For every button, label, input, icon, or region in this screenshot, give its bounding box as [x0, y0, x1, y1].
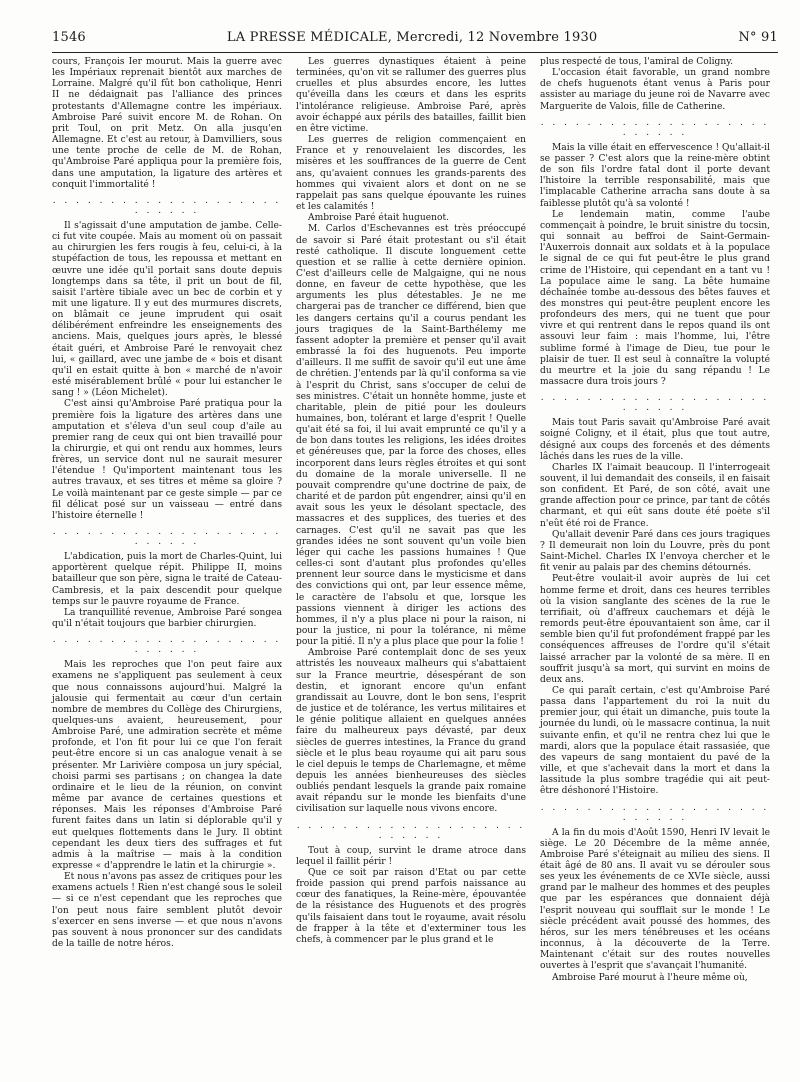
- article-paragraph: Tout à coup, survint le drame atroce dans lequel il faillit périr !: [296, 845, 526, 867]
- article-paragraph: Ce qui paraît certain, c'est qu'Ambroise Paré passa dans l'appartement du roi la nuit du premier jour, qui était un dimanche, puis toute la journée du lundi, où le massacre continua, la nuit suivante enfin, et qu'il ne rentra chez lui que le mardi, alors que la populace était rassasiée, que des vapeurs de sang montaient du pavé de la ville, et que s'achevait dans la mort et dans la lassitude la plus sombre tragédie qui ait peut-être déshonoré l'Histoire.: [540, 685, 770, 797]
- page-header: [52, 30, 778, 52]
- section-separator: . . . . . . . . . . . . . . . . . . . . . . . . . .: [52, 527, 282, 548]
- article-paragraph: Les guerres dynastiques étaient à peine terminées, qu'on vit se rallumer des guerres plus cruelles et plus absurdes encore, les luttes qu'éveilla dans les cœurs et dans les esprits l'intolérance religieuse. Ambroise Paré, après avoir échappé aux périls des batailles, faillit bien en être victime.: [296, 57, 526, 134]
- article-paragraph: plus respecté de tous, l'amiral de Coligny.: [540, 57, 734, 67]
- article-paragraph: Les guerres de religion commençaient en France et y renouvelaient les discordes, les misères et les souffrances de la guerre de Cent ans, qu'avaient connues les grands-parents des hommes qui vivaient alors et dont on ne se rappelait pas sans quelque épouvante les ruines et les calamités !: [296, 135, 526, 213]
- journal-title-line: LA PRESSE MÉDICALE, Mercredi, 12 Novembre 1930: [226, 30, 598, 45]
- article-paragraph: C'est ainsi qu'Ambroise Paré pratiqua pour la première fois la ligature des artères dans une amputation et s'éleva d'un seul coup d'aile au premier rang de ceux qui ont bien travaillé pour la chirurgie, et qui ont rendu aux hommes, leurs frères, un service dont nul ne saurait mesurer l'étendue ! Qu'importent maintenant tous les autres travaux, et ses titres et même sa gloire ? Le voilà maintenant par ce geste simple — par ce fil délicat posé sur un vaisseau — entré dans l'histoire éternelle !: [52, 399, 282, 521]
- article-paragraph: Mais tout Paris savait qu'Ambroise Paré avait soigné Coligny, et il était, plus que tout autre, désigné aux coups des forcenés et des déments lâchés dans les rues de la ville.: [540, 418, 770, 462]
- article-paragraph: Mais la ville était en effervescence ! Qu'allait-il se passer ? C'est alors que la reine-mère obtint de son fils l'ordre fatal dont il porte devant l'histoire la terrible responsabilité, mais que l'implacable Catherine arracha sans doute à sa faiblesse plutôt qu'à sa volonté !: [540, 142, 770, 209]
- issue-number: N° 91: [738, 30, 778, 45]
- article-paragraph: L'abdication, puis la mort de Charles-Quint, lui apportèrent quelque répit. Philippe II, moins batailleur que son père, signa le traité de Cateau-Cambresis, et la paix descendit pour quelque temps sur le pauvre royaume de France.: [52, 552, 282, 607]
- article-paragraph: Et nous n'avons pas assez de critiques pour les examens actuels ! Rien n'est changé sous le soleil — si ce n'est cependant que les reproches que l'on peut nous faire semblent plutôt devoir s'exercer en sens inverse — et que nous n'avons pas souvent à nous prononcer sur des candidats de la taille de notre héros.: [52, 872, 282, 950]
- article-paragraph: cours, François Ier mourut. Mais la guerre avec les Impériaux reprenait bientôt aux marches de Lorraine. Malgré qu'il fût bon catholique, Henri II ne dédaignait pas l'alliance des princes protestants d'Allemagne contre les impériaux. Ambroise Paré suivit encore M. de Rohan. On prit Toul, on prit Metz. On alla jusqu'en Allemagne. Et c'est au retour, à Damvilliers, sous une tente proche de celle de M. de Rohan, qu'Ambroise Paré appliqua pour la première fois, dans une amputation, la ligature des artères et conquit l'immortalité !: [52, 57, 282, 190]
- header-rule: [52, 52, 778, 53]
- article-paragraph: Ambroise Paré contemplait donc de ses yeux attristés les nouveaux malheurs qui s'abattaient sur la France meurtrie, désespérant de son destin, et ignorant encore qu'un enfant grandissait au Louvre, dont le bon sens, l'esprit de justice et de tolérance, les vertus militaires et le génie politique allaient en quelques années faire du malheureux pays dévasté, par deux siècles de guerres intestines, la France du grand siècle et le plus beau royaume qui ait paru sous le ciel depuis le temps de Charlemagne, et même depuis les années bienheureuses des siècles oubliés pendant lesquels la grande paix romaine avait répandu sur le monde les bienfaits d'une civilisation sur laquelle nous vivons encore.: [296, 648, 526, 815]
- article-paragraph: Peut-être voulait-il avoir auprès de lui cet homme ferme et droit, dans ces heures terribles où la vision sanglante des scènes de la rue le terrifiait, où d'affreux cauchemars et déjà le remords peut-être épouvantaient son âme, car il semble bien qu'il fut profondément frappé par les conséquences affreuses de l'ordre qu'il s'était laissé arracher par la volonté de sa mère. Il en souffrit jusqu'à sa mort, qui survint en moins de deux ans.: [540, 574, 770, 685]
- article-paragraph: A la fin du mois d'Août 1590, Henri IV levait le siège. Le 20 Décembre de la même année, Ambroise Paré s'éteignait au milieu des siens. Il était âgé de 80 ans. Il avait vu se dérouler sous ses yeux les événements de ce XVIe siècle, aussi grand par le malheur des hommes et des peuples que par les espérances que donnaient déjà l'esprit nouveau qui soufflait sur le monde ! Le siècle précédent avait poussé des hommes, des héros, sur les mers ténébreuses et les océans inconnus, à la découverte de la Terre. Maintenant c'était sur des routes nouvelles ouvertes à l'esprit que s'avançait l'humanité.: [540, 827, 770, 972]
- section-separator: . . . . . . . . . . . . . . . . . . . . . . . . . .: [296, 820, 526, 841]
- article-paragraph: M. Carlos d'Eschevannes est très préoccupé de savoir si Paré était protestant ou s'il était resté catholique. Il discute longuement cette question et se rallie à cette dernière opinion. C'est d'ailleurs celle de Malgaigne, qui ne nous donne, en faveur de cette hypothèse, que les arguments les plus détestables. Je ne me chargerai pas de trancher ce différend, bien que les dangers certains qu'il a courus pendant les jours tragiques de la Saint-Barthélemy me fassent adopter la première et penser qu'il avait embrassé la foi des huguenots. Peu importe d'ailleurs. Il me suffit de savoir qu'il eut une âme de chrétien. J'entends par là qu'il conforma sa vie à l'esprit du Christ, sans s'occuper de celui de ses ministres. C'était un honnête homme, juste et charitable, plein de pitié pour les douleurs humaines, bon, tolérant et large d'esprit ! Quelle qu'ait été sa foi, il lui avait emprunté ce qu'il y a de bon dans toutes les religions, les idées droites et généreuses que, par la force des choses, elles incorporent dans leurs règles étroites et qui sont du domaine de la morale universelle. Il ne pouvait comprendre qu'une doctrine de paix, de charité et de pardon pût engendrer, ainsi qu'il en avait sous les yeux le désolant spectacle, des massacres et des supplices, des tueries et des carnages. C'est qu'il ne savait pas que les grandes idées ne sont souvent qu'un voile bien léger qui cache les passions humaines ! Que celles-ci sont d'autant plus profondes qu'elles prennent leur source dans le mysticisme et dans des convictions qui ont, par leur essence même, le caractère de l'absolu et que, lorsque les passions viennent à diriger les actions des hommes, il n'y a plus place ni pour la raison, ni pour la justice, ni pour la tolérance, ni même pour la pitié. Il n'y a plus place que pour la folie !: [296, 224, 526, 648]
- article-paragraph: Ambroise Paré mourut à l'heure même où,: [552, 972, 748, 983]
- column-2: [296, 57, 526, 946]
- article-paragraph: L'occasion était favorable, un grand nombre de chefs huguenots étant venus à Paris pour assister au mariage du jeune roi de Navarre avec Marguerite de Valois, fille de Catherine.: [540, 68, 770, 112]
- article-paragraph: Il s'agissait d'une amputation de jambe. Celle-ci fut vite coupée. Mais au moment où on passait au chirurgien les fers rougis à feu, celui-ci, à la stupéfaction de tous, les repoussa et mettant en œuvre une idée qu'il portait sans doute depuis longtemps dans sa tête, il prit un bout de fil, saisit l'artère tibiale avec un bec de corbin et y mit une ligature. Il y eut des murmures discrets, on blâmait ce jeune imprudent qui osait délibérément enfreindre les enseignements des anciens. Mais, quelques jours après, le blessé était guéri, et Ambroise Paré le renvoyait chez lui, « gaillard, avec une jambe de « bois et disant qu'il en estait quitte à bon « marché de n'avoir esté misérablement brûlé « pour lui estancher le sang ! » (Léon Michelet).: [52, 220, 282, 399]
- column-3: [540, 57, 770, 984]
- column-1: [52, 57, 282, 950]
- section-separator: . . . . . . . . . . . . . . . . . . . . . . . . . .: [540, 393, 770, 414]
- article-paragraph: Charles IX l'aimait beaucoup. Il l'interrogeait souvent, il lui demandait des conseils, il en faisait son confident. Et Paré, de son côté, avait une grande affection pour ce prince, par tant de côtés charmant, et qui eût sans doute été poète s'il n'eût été roi de France.: [540, 462, 770, 529]
- article-paragraph: Le lendemain matin, comme l'aube commençait à poindre, le bruit sinistre du tocsin, qui sonnait au beffroi de Saint-Germain-l'Auxerrois donnait aux soldats et à la populace le signal de ce qui fut peut-être le plus grand crime de l'Histoire, qui cependant en a tant vu ! La populace aime le sang. La bête humaine déchaînée tombe au-dessous des bêtes fauves et des monstres qui peut-être peuplent encore les profondeurs des mers, qui ne tuent que pour vivre et qui rentrent dans le repos quand ils ont assouvi leur faim : mais l'homme, lui, l'être sublime formé à l'image de Dieu, tue pour le plaisir de tuer. Il est seul à connaître la volupté du meurtre et la joie du sang répandu ! Le massacre dura trois jours ?: [540, 209, 770, 388]
- section-separator: . . . . . . . . . . . . . . . . . . . . . . . . . .: [540, 802, 770, 823]
- page-number: 1546: [52, 30, 86, 45]
- section-separator: . . . . . . . . . . . . . . . . . . . . . . . . . .: [52, 635, 282, 656]
- article-paragraph: Mais les reproches que l'on peut faire aux examens ne s'appliquent pas seulement à ceux que nous connaissons aujourd'hui. Malgré la jalousie qui fermentait au cœur d'un certain nombre de membres du Collège des Chirurgiens, quelques-uns avaient, heureusement, pour Ambroise Paré, une admiration secrète et même profonde, et l'on fit pour lui ce que l'on ferait peut-être encore si un cas analogue venait à se présenter. Mr Larivière composa un jury spécial, choisi parmi ses partisans ; on changea la date ordinaire et le lieu de la réunion, on convint même par avance de certaines questions et réponses. Mais les réponses d'Ambroise Paré furent faites dans un latin si déplorable qu'il y eut quelques flottements dans le Jury. Il obtint cependant les deux tiers des suffrages et fut admis à la maîtrise — mais à la condition expresse « d'apprendre le latin et la chirurgie ».: [52, 660, 282, 871]
- article-paragraph: La tranquillité revenue, Ambroise Paré songea qu'il n'était toujours que barbier chirurgien.: [52, 607, 282, 630]
- article-paragraph: Que ce soit par raison d'Etat ou par cette froide passion qui prend parfois naissance au cœur des fanatiques, la Reine-mère, épouvantée de la résistance des Huguenots et des progrès qu'ils faisaient dans tout le royaume, avait résolu de frapper à la tête et d'exterminer tous les chefs, à commencer par le plus grand et le: [296, 867, 526, 945]
- section-separator: . . . . . . . . . . . . . . . . . . . . . . . . . .: [52, 195, 282, 216]
- section-separator: . . . . . . . . . . . . . . . . . . . . . . . . . .: [540, 117, 770, 138]
- article-paragraph: Qu'allait devenir Paré dans ces jours tragiques ? Il demeurait non loin du Louvre, près du pont Saint-Michel. Charles IX l'envoya chercher et le fit venir au palais par des chemins détournés.: [540, 529, 770, 574]
- article-paragraph: Ambroise Paré était huguenot.: [308, 213, 449, 224]
